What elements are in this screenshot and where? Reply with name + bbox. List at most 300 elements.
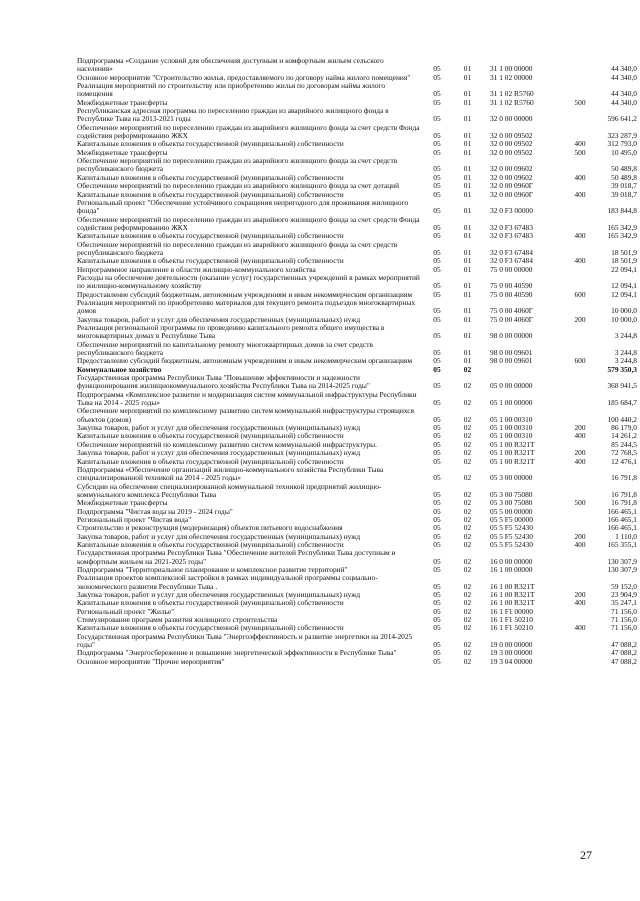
row-expense-type-code: [570, 608, 590, 616]
row-expense-type-code: 400: [574, 457, 586, 466]
row-expense-type-code: [570, 374, 590, 391]
row-target-code: 75 0 00 4060Г: [490, 315, 534, 324]
table-row: [77, 458, 637, 466]
table-row: [77, 541, 637, 549]
row-name: Основное мероприятие "Прочие мероприятия": [77, 657, 225, 666]
row-amount: 22 094,1: [611, 265, 637, 274]
row-section-code: 05: [433, 624, 441, 633]
row-name: Обеспечение мероприятий по переселению граждан из аварийного жилищного фонда за счет дотаций: [77, 182, 400, 191]
row-section-code: 05: [433, 257, 441, 266]
row-name: Подпрограмма «Создание условий для обеспечения доступным и комфортным жильем сельского населения»: [77, 57, 384, 74]
row-expense-type-code: 400: [574, 232, 586, 241]
row-section-code: 05: [433, 424, 441, 433]
row-amount: 166 465,1: [607, 524, 637, 533]
table-row: [77, 524, 637, 532]
row-name: Подпрограмма "Энергосбережение и повышение энергетической эффективности в Республике Тыва": [77, 649, 397, 658]
row-target-code: 05 5 F5 52430: [490, 540, 533, 549]
table-row: [77, 424, 637, 432]
row-name: Реализация проектов комплексной застройки в рамках индивидуальной программы социально-экономического развития Республики Тыва .: [77, 574, 378, 591]
row-amount: 3 244,8: [614, 331, 637, 341]
row-amount: 18 501,9: [611, 257, 637, 266]
row-expense-type-code: [570, 516, 590, 524]
row-target-code: 05 3 00 75080: [490, 499, 533, 508]
table-row: [77, 499, 637, 507]
row-section-code: 05: [433, 565, 441, 574]
row-target-code: 32 0 F3 67483: [490, 232, 533, 241]
row-subsection-code: 02: [463, 440, 472, 449]
row-expense-type-code: [570, 57, 590, 74]
table-row: [77, 649, 637, 657]
row-target-code: 16 1 00 R321Т: [490, 591, 535, 599]
row-amount: 50 489,8: [611, 164, 637, 174]
row-section-code: 05: [433, 190, 441, 199]
row-subsection-code: 02: [463, 381, 472, 391]
row-amount: 1 110,0: [615, 532, 637, 541]
row-name: Обеспечение мероприятий по комплексному развитию систем коммунальной инфраструктуры.: [77, 440, 377, 449]
row-target-code: 05 5 F5 52430: [490, 524, 533, 533]
row-target-code: 16 0 00 00000: [490, 556, 533, 566]
row-amount: 86 179,0: [611, 424, 637, 433]
row-expense-type-code: 600: [574, 290, 586, 299]
row-amount: 16 791,8: [611, 499, 637, 508]
row-section-code: 05: [433, 515, 441, 524]
row-target-code: 05 1 00 00310: [490, 414, 533, 424]
row-target-code: 98 0 00 09601: [490, 357, 533, 366]
row-target-code: 32 0 F3 00000: [490, 206, 533, 216]
row-expense-type-code: [570, 466, 590, 483]
row-amount: 72 768,5: [611, 449, 637, 458]
row-subsection-code: 02: [463, 489, 472, 499]
row-section-code: 05: [433, 222, 441, 232]
row-expense-type-code: 400: [574, 173, 586, 182]
row-name: Обеспечение мероприятий по переселению граждан из аварийного жилищного фонда за счет средств Фонда содействия реформированию ЖКХ: [77, 215, 420, 232]
row-target-code: 05 1 00 00000: [490, 398, 533, 408]
table-row: [77, 549, 637, 566]
table-row: [77, 616, 637, 624]
row-expense-type-code: [570, 341, 590, 358]
table-row: [77, 466, 637, 483]
table-row: [77, 341, 637, 358]
row-section-code: 05: [433, 607, 441, 616]
row-subsection-code: 02: [463, 616, 472, 625]
row-subsection-code: 01: [463, 131, 472, 141]
table-row: [77, 232, 637, 240]
row-amount: 165 355,1: [607, 540, 637, 549]
table-row: [77, 324, 637, 341]
row-name: Закупка товаров, работ и услуг для обеспечения государственных (муниципальных) нужд: [77, 424, 361, 433]
row-section-code: 05: [433, 640, 441, 650]
row-name: Капитальные вложения в объекты государственной (муниципальной) собственности: [77, 173, 344, 182]
row-amount: 50 489,8: [611, 173, 637, 182]
row-subsection-code: 01: [463, 290, 472, 299]
row-name: Реализация мероприятий по строительству или приобретению жилья по договорам найма жилого помещения: [77, 82, 386, 99]
row-amount: 130 307,9: [607, 565, 637, 574]
row-expense-type-code: 400: [574, 190, 586, 199]
row-section-code: 05: [433, 381, 441, 391]
table-row: [77, 266, 637, 274]
row-target-code: 75 0 00 00000: [490, 265, 533, 274]
table-row: [77, 257, 637, 265]
row-name: Капитальные вложения в объекты государственной (муниципальной) собственности: [77, 599, 344, 608]
table-row: [77, 199, 637, 216]
row-name: Государственная программа Республики Тыва "Повышение эффективности и надежности функционирования жилищнокоммунального хозяйства Республики Тыва на 2014-2025 годы": [77, 374, 370, 391]
row-amount: 12 094,1: [611, 290, 637, 299]
row-subsection-code: 01: [463, 182, 472, 191]
row-name: Республиканская адресная программа по переселению граждан из аварийного жилищного фонда в Республике Тыва на 2013-2021 годы: [77, 107, 389, 124]
row-target-code: 31 1 02 R5760: [490, 98, 534, 107]
row-amount: 44 340,0: [611, 64, 637, 74]
row-name: Капитальные вложения в объекты государственной (муниципальной) собственности: [77, 624, 344, 633]
table-row: [77, 274, 637, 291]
row-subsection-code: 01: [463, 140, 472, 149]
budget-table-body: [77, 57, 637, 666]
row-name: Капитальные вложения в объекты государственной (муниципальной) собственности: [77, 190, 344, 199]
row-subsection-code: 01: [463, 331, 472, 341]
table-row: [77, 149, 637, 157]
row-amount: 166 465,1: [607, 507, 637, 516]
row-target-code: 31 1 02 00000: [490, 73, 533, 82]
row-name: Субсидии на обеспечение специализированной коммунальной техникой предприятий жилищно-коммунального комплекса Республики Тыва: [77, 482, 382, 499]
table-row: [77, 441, 637, 449]
row-section-code: 05: [433, 148, 441, 157]
table-row: [77, 124, 637, 141]
row-amount: 71 156,0: [611, 624, 637, 633]
row-name: Закупка товаров, работ и услуг для обеспечения государственных (муниципальных) нужд: [77, 591, 361, 599]
table-row: [77, 407, 637, 424]
row-expense-type-code: 200: [574, 591, 586, 599]
table-row: [77, 241, 637, 258]
row-expense-type-code: 500: [574, 148, 586, 157]
row-subsection-code: 01: [463, 64, 472, 74]
row-expense-type-code: [570, 124, 590, 141]
row-amount: 39 018,7: [611, 182, 637, 191]
table-row: [77, 157, 637, 174]
row-target-code: 16 1 F1 50210: [490, 624, 533, 633]
row-subsection-code: 02: [463, 565, 472, 574]
row-amount: 35 247,1: [611, 599, 637, 608]
table-row: [77, 516, 637, 524]
row-name: Коммунальное хозяйство: [77, 365, 162, 374]
row-amount: 183 844,8: [607, 206, 637, 216]
table-row: [77, 608, 637, 616]
row-subsection-code: 01: [463, 222, 472, 232]
row-expense-type-code: [570, 649, 590, 657]
row-amount: 579 350,3: [607, 365, 637, 374]
row-name: Закупка товаров, работ и услуг для обеспечения государственных (муниципальных) нужд: [77, 532, 361, 541]
row-target-code: 32 0 00 09602: [490, 164, 533, 174]
row-subsection-code: 01: [463, 190, 472, 199]
row-amount: 47 088,2: [611, 649, 637, 658]
row-name: Капитальные вложения в объекты государственной (муниципальной) собственности: [77, 457, 344, 466]
row-section-code: 05: [433, 599, 441, 608]
row-expense-type-code: [570, 441, 590, 449]
row-subsection-code: 01: [463, 232, 472, 241]
row-name: Основное мероприятие "Строительство жилья, предоставляемого по договору найма жилого помещения": [77, 73, 411, 82]
row-subsection-code: 02: [463, 515, 472, 524]
table-row: [77, 74, 637, 82]
row-amount: 10 000,0: [611, 306, 637, 316]
row-section-code: 05: [433, 581, 441, 591]
table-row: [77, 291, 637, 299]
row-expense-type-code: [570, 658, 590, 666]
page-number: 27: [580, 848, 592, 862]
row-expense-type-code: [570, 391, 590, 408]
table-row: [77, 99, 637, 107]
row-target-code: 32 0 00 0960Г: [490, 182, 534, 191]
row-expense-type-code: [570, 82, 590, 99]
row-amount: 12 094,1: [611, 281, 637, 291]
row-name: Межбюджетные трансферты: [77, 499, 168, 508]
row-name: Непрограммное направление в области жилищно-коммунального хозяйства: [77, 265, 316, 274]
row-name: Закупка товаров, работ и услуг для обеспечения государственных (муниципальных) нужд: [77, 449, 361, 458]
row-section-code: 05: [433, 73, 441, 82]
row-target-code: 32 0 00 09602: [490, 173, 533, 182]
row-name: Капитальные вложения в объекты государственной (муниципальной) собственности: [77, 140, 344, 149]
row-amount: 59 152,0: [611, 581, 637, 591]
row-name: Капитальные вложения в объекты государственной (муниципальной) собственности: [77, 432, 344, 441]
row-section-code: 05: [433, 182, 441, 191]
row-subsection-code: 01: [463, 315, 472, 324]
row-expense-type-code: [570, 549, 590, 566]
row-amount: 185 684,7: [607, 398, 637, 408]
row-subsection-code: 01: [463, 148, 472, 157]
row-expense-type-code: [570, 483, 590, 500]
row-expense-type-code: 200: [574, 532, 586, 541]
row-amount: 47 088,2: [611, 640, 637, 650]
row-target-code: 98 0 00 09601: [490, 348, 533, 358]
table-row: [77, 82, 637, 99]
row-target-code: 75 0 00 40590: [490, 290, 533, 299]
table-row: [77, 591, 637, 599]
row-expense-type-code: 400: [574, 140, 586, 149]
row-subsection-code: 01: [463, 348, 472, 358]
row-name: Государственная программа Республики Тыва "Обеспечение жителей Республики Тыва доступным и комфортным жильем на 2021-2025 годы": [77, 549, 396, 566]
row-subsection-code: 02: [463, 473, 472, 483]
row-name: Региональный проект "Чистая вода": [77, 515, 192, 524]
row-subsection-code: 02: [463, 457, 472, 466]
row-expense-type-code: 200: [574, 424, 586, 433]
row-name: Реализация мероприятий по приобретению материалов для текущего ремонта подъездов многоквартирных домов: [77, 298, 416, 316]
row-amount: 100 440,2: [607, 414, 637, 424]
row-section-code: 05: [433, 331, 441, 341]
row-subsection-code: 02: [463, 414, 472, 424]
row-target-code: 19 3 00 00000: [490, 649, 533, 658]
row-target-code: 05 5 F5 52430: [490, 532, 533, 541]
row-name: Подпрограмма «Комплексное развитие и модернизация систем коммунальной инфраструктуры Республики Тыва на 2014 - 2025 годы»: [77, 390, 417, 408]
table-row: [77, 483, 637, 500]
row-subsection-code: 01: [463, 265, 472, 274]
row-subsection-code: 01: [463, 247, 472, 257]
row-subsection-code: 02: [463, 524, 472, 533]
table-row: [77, 566, 637, 574]
table-row: [77, 599, 637, 607]
row-subsection-code: 01: [463, 164, 472, 174]
row-section-code: 05: [433, 591, 441, 599]
row-subsection-code: 01: [463, 257, 472, 266]
row-name: Стимулирование программ развития жилищного строительства: [77, 616, 278, 625]
table-row: [77, 216, 637, 233]
row-expense-type-code: 600: [574, 357, 586, 366]
row-target-code: 16 1 F1 00000: [490, 607, 533, 616]
row-section-code: 05: [433, 140, 441, 149]
row-subsection-code: 01: [463, 114, 472, 124]
row-amount: 44 340,0: [611, 89, 637, 99]
row-expense-type-code: [570, 157, 590, 174]
row-target-code: 16 1 00 R321Т: [490, 581, 535, 591]
row-section-code: 05: [433, 232, 441, 241]
row-expense-type-code: [570, 633, 590, 650]
row-target-code: 19 0 00 00000: [490, 640, 533, 650]
row-amount: 47 088,2: [611, 657, 637, 666]
row-subsection-code: 02: [463, 556, 472, 566]
row-target-code: 05 5 00 00000: [490, 507, 533, 516]
row-section-code: 05: [433, 540, 441, 549]
row-target-code: 05 1 00 R321Т: [490, 440, 535, 449]
row-section-code: 05: [433, 532, 441, 541]
row-section-code: 05: [433, 173, 441, 182]
row-name: Подпрограмма "Чистая вода на 2019 - 2024 годы": [77, 507, 233, 516]
row-name: Обеспечение мероприятий по переселению граждан из аварийного жилищного фонда за счет средств республиканского бюджета: [77, 240, 398, 257]
row-target-code: 32 0 00 09502: [490, 148, 533, 157]
row-target-code: 32 0 00 0960Г: [490, 190, 534, 199]
row-expense-type-code: 400: [574, 624, 586, 633]
row-amount: 3 244,8: [614, 348, 637, 358]
row-section-code: 05: [433, 164, 441, 174]
row-subsection-code: 01: [463, 173, 472, 182]
row-target-code: 16 1 00 00000: [490, 565, 533, 574]
row-target-code: 05 1 00 00310: [490, 432, 533, 441]
row-expense-type-code: [570, 241, 590, 258]
row-section-code: 05: [433, 89, 441, 99]
row-expense-type-code: [570, 299, 590, 316]
row-target-code: 05 3 00 00000: [490, 473, 533, 483]
table-row: [77, 624, 637, 632]
row-subsection-code: 02: [463, 599, 472, 608]
row-expense-type-code: [570, 266, 590, 274]
table-row: [77, 374, 637, 391]
row-section-code: 05: [433, 649, 441, 658]
row-section-code: 05: [433, 247, 441, 257]
row-subsection-code: 02: [463, 432, 472, 441]
row-name: Предоставление субсидий бюджетным, автономным учреждениям и иным некоммерческим организациям: [77, 290, 413, 299]
row-amount: 44 340,0: [611, 98, 637, 107]
row-subsection-code: 01: [463, 206, 472, 216]
row-section-code: 05: [433, 315, 441, 324]
row-amount: 10 000,0: [611, 315, 637, 324]
row-target-code: 16 1 00 R321Т: [490, 599, 535, 608]
row-expense-type-code: [570, 74, 590, 82]
row-subsection-code: 02: [463, 640, 472, 650]
row-expense-type-code: 400: [574, 432, 586, 441]
row-section-code: 05: [433, 365, 441, 374]
row-section-code: 05: [433, 414, 441, 424]
row-amount: 596 641,2: [607, 114, 637, 124]
row-amount: 166 465,1: [607, 515, 637, 524]
row-amount: 44 340,0: [611, 73, 637, 82]
row-section-code: 05: [433, 98, 441, 107]
row-expense-type-code: [570, 182, 590, 190]
table-row: [77, 508, 637, 516]
row-target-code: 32 0 F3 67484: [490, 257, 533, 266]
row-name: Расходы на обеспечение деятельности (оказание услуг) государственных учреждений в рамках мероприятий по жилищно-коммунальному хозяйству: [77, 273, 420, 291]
row-section-code: 05: [433, 449, 441, 458]
row-target-code: 05 5 F5 00000: [490, 515, 533, 524]
row-subsection-code: 01: [463, 357, 472, 366]
row-name: Капитальные вложения в объекты государственной (муниципальной) собственности: [77, 257, 344, 266]
row-subsection-code: 02: [463, 649, 472, 658]
row-expense-type-code: [570, 366, 590, 374]
row-subsection-code: 02: [463, 449, 472, 458]
row-expense-type-code: 500: [574, 499, 586, 508]
row-section-code: 05: [433, 357, 441, 366]
row-subsection-code: 02: [463, 591, 472, 599]
row-amount: 130 307,9: [607, 556, 637, 566]
row-target-code: 32 0 00 00000: [490, 114, 533, 124]
row-section-code: 05: [433, 432, 441, 441]
row-subsection-code: 01: [463, 89, 472, 99]
row-target-code: 05 1 00 00310: [490, 424, 533, 433]
row-subsection-code: 01: [463, 73, 472, 82]
table-row: [77, 174, 637, 182]
row-name: Обеспечение мероприятий по переселению граждан из аварийного жилищного фонда за счет средств Фонда содействия реформированию ЖКХ: [77, 123, 420, 141]
table-row: [77, 633, 637, 650]
row-expense-type-code: 400: [574, 540, 586, 549]
row-target-code: 05 0 00 00000: [490, 381, 533, 391]
row-subsection-code: 01: [463, 281, 472, 291]
table-row: [77, 140, 637, 148]
table-row: [77, 574, 637, 591]
row-amount: 165 342,9: [607, 222, 637, 232]
row-expense-type-code: 500: [574, 98, 586, 107]
row-subsection-code: 01: [463, 306, 472, 316]
row-subsection-code: 02: [463, 398, 472, 408]
row-section-code: 05: [433, 114, 441, 124]
row-target-code: 32 0 F3 67484: [490, 247, 533, 257]
row-amount: 12 476,1: [611, 457, 637, 466]
row-amount: 23 904,9: [611, 591, 637, 599]
row-target-code: 05 1 00 R321Т: [490, 449, 535, 458]
row-amount: 71 156,0: [611, 616, 637, 625]
row-section-code: 05: [433, 524, 441, 533]
row-subsection-code: 02: [463, 424, 472, 433]
row-target-code: 75 0 00 40590: [490, 281, 533, 291]
row-subsection-code: 02: [463, 532, 472, 541]
table-row: [77, 449, 637, 457]
row-section-code: 05: [433, 265, 441, 274]
row-target-code: 05 3 00 75080: [490, 489, 533, 499]
row-name: Обеспечение мероприятий по комплексному развитию систем коммунальной инфраструктуры строящихся объектов (домов): [77, 407, 414, 424]
budget-table: [77, 57, 637, 666]
table-row: [77, 357, 637, 365]
row-expense-type-code: [570, 407, 590, 424]
row-target-code: 19 3 04 00000: [490, 657, 533, 666]
table-row: [77, 107, 637, 124]
row-target-code: 31 1 00 00000: [490, 64, 533, 74]
row-name: Подпрограмма "Территориальное планирование и комплексное развитие территорий": [77, 565, 348, 574]
row-subsection-code: 02: [463, 624, 472, 633]
row-section-code: 05: [433, 556, 441, 566]
row-amount: 165 342,9: [607, 232, 637, 241]
row-section-code: 05: [433, 473, 441, 483]
row-subsection-code: 02: [463, 499, 472, 508]
table-row: [77, 658, 637, 666]
row-section-code: 05: [433, 64, 441, 74]
row-target-code: 98 0 00 00000: [490, 331, 533, 341]
row-section-code: 05: [433, 616, 441, 625]
table-row: [77, 299, 637, 316]
row-target-code: 32 0 00 09502: [490, 140, 533, 149]
row-amount: 16 791,8: [611, 489, 637, 499]
